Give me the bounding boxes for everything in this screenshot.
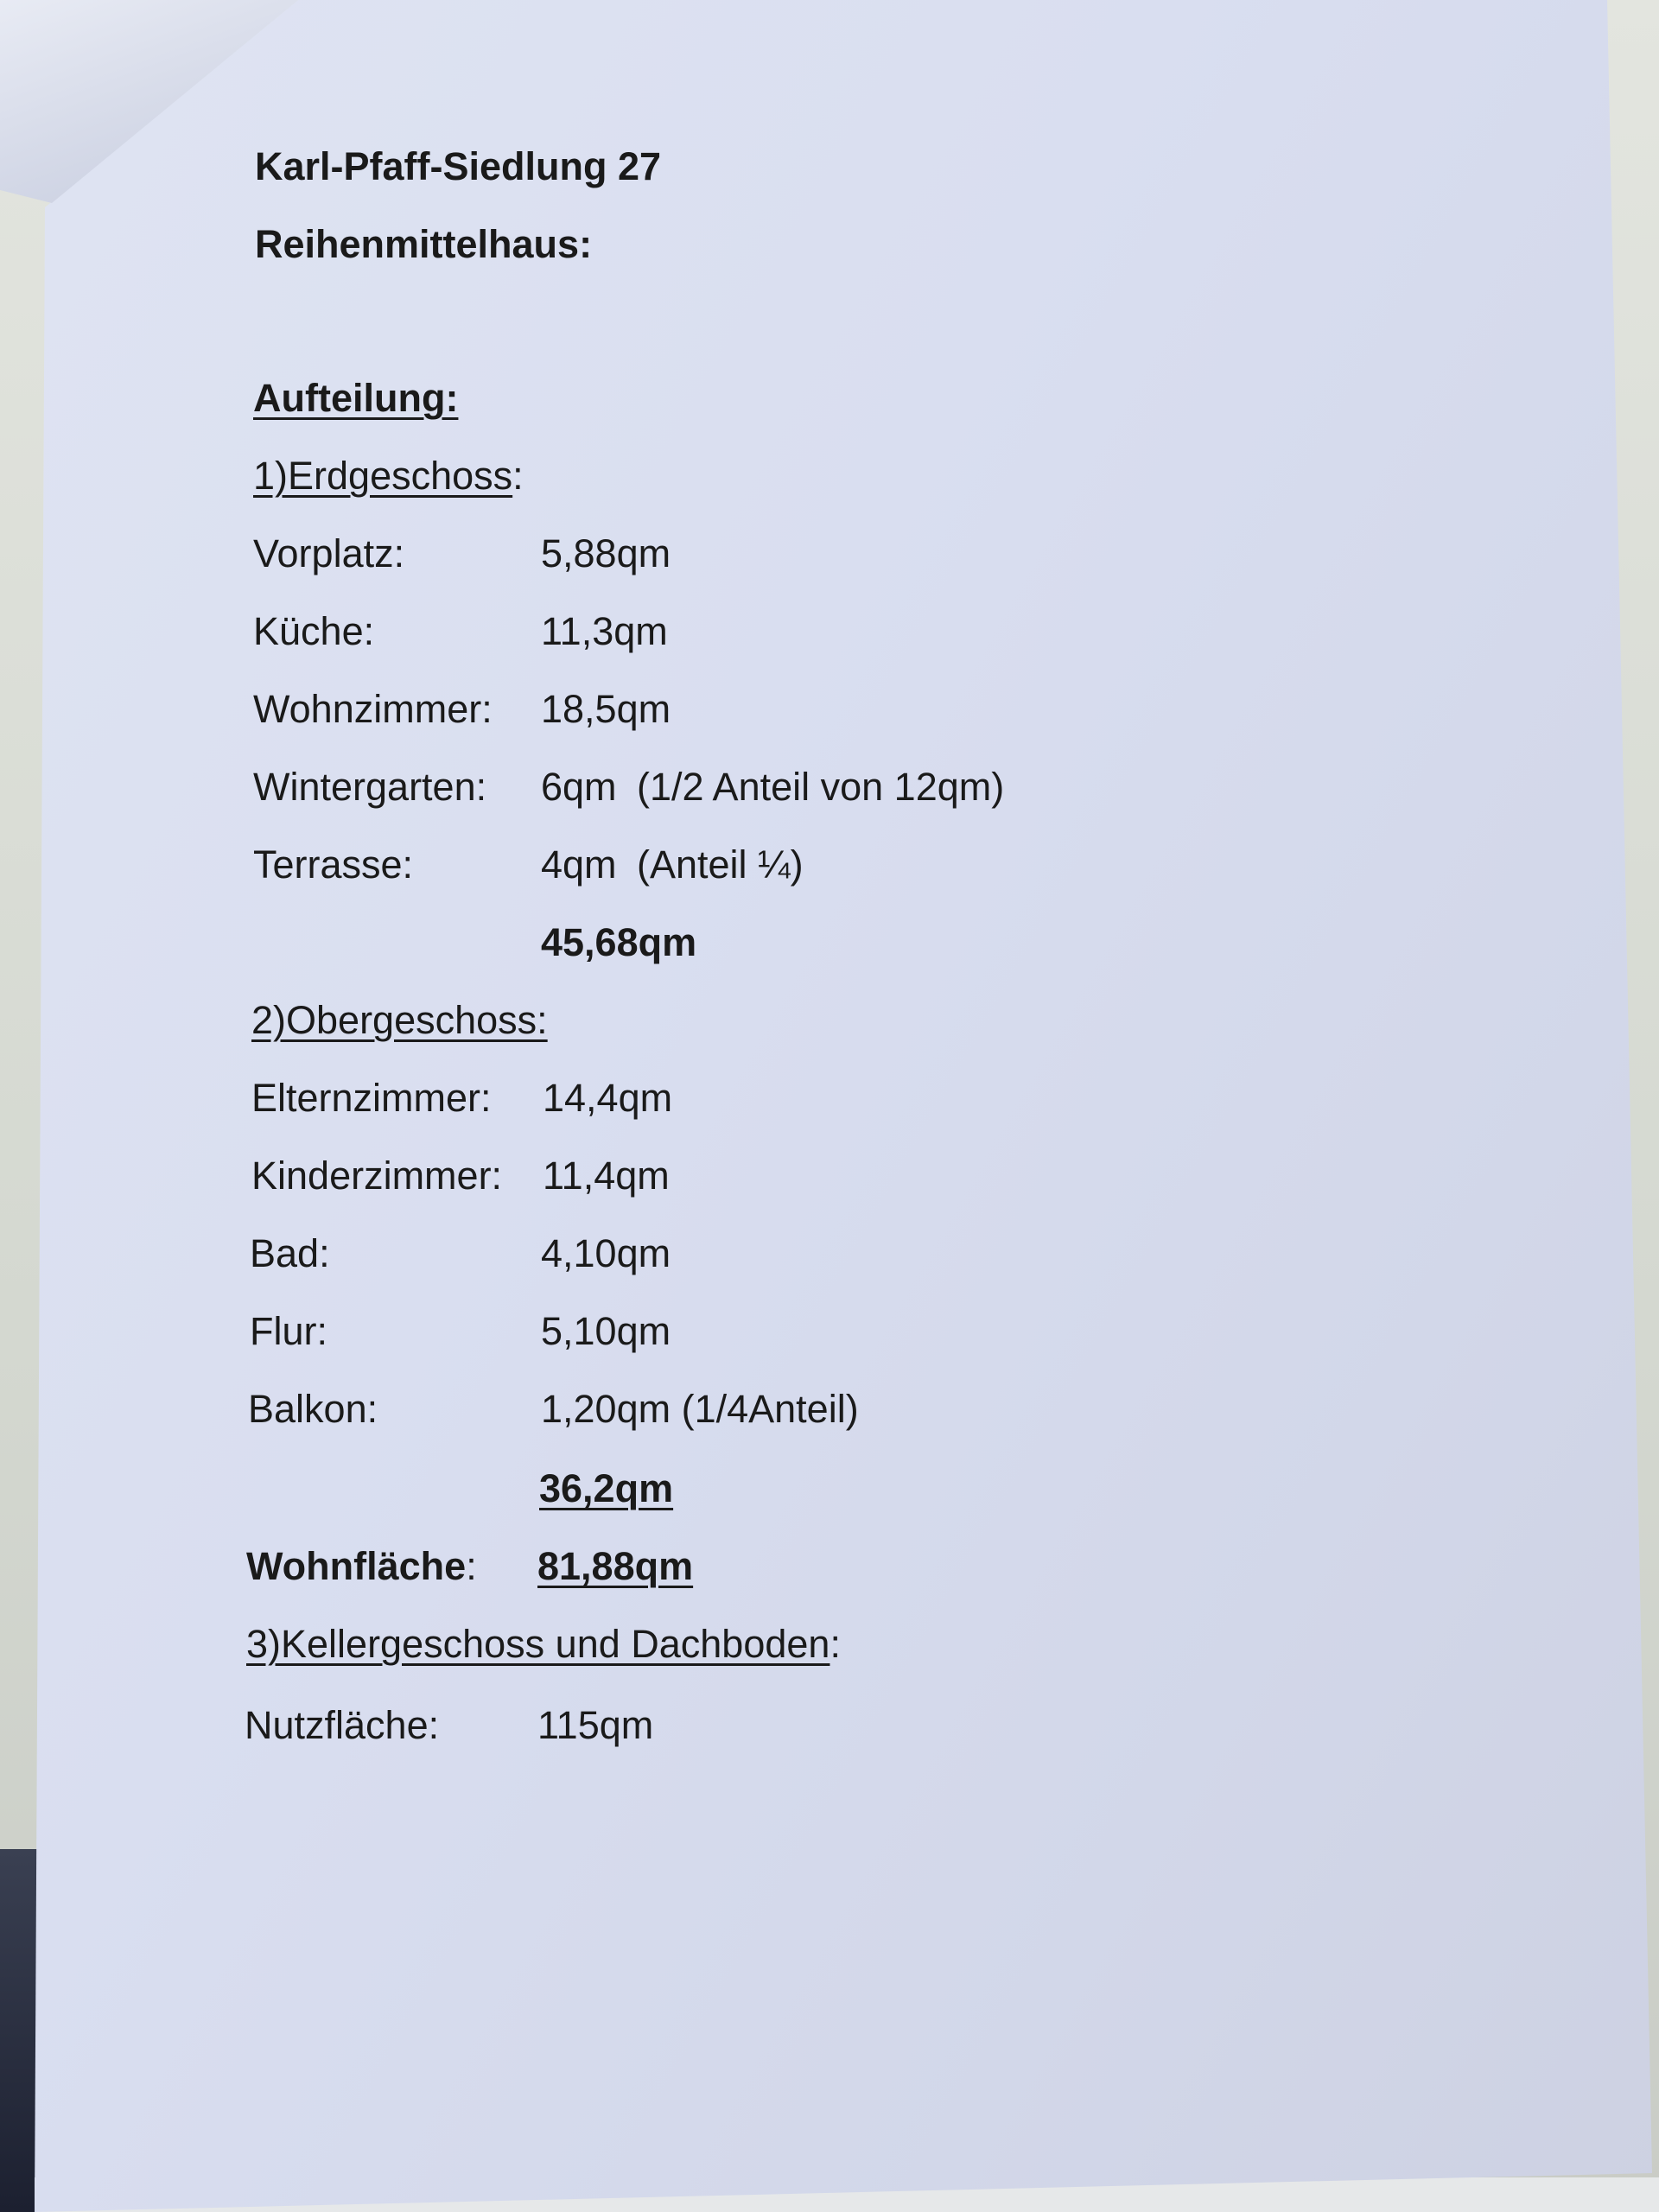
row-value: 18,5qm xyxy=(541,687,671,731)
wohnflaeche-value: 81,88qm xyxy=(537,1544,694,1588)
row-label: Wohnzimmer: xyxy=(253,687,493,731)
kellergeschoss-heading-row xyxy=(246,1621,841,1668)
row-label: Elternzimmer: xyxy=(251,1076,492,1120)
row-label: Küche: xyxy=(253,609,375,653)
row-value: 4qm xyxy=(541,842,617,887)
document-title: Karl-Pfaff-Siedlung 27 xyxy=(255,144,662,188)
row-note: (Anteil ¼) xyxy=(637,842,804,887)
row-label: Bad: xyxy=(250,1231,330,1275)
row-label: Terrasse: xyxy=(253,842,414,887)
kellergeschoss-heading: 3)Kellergeschoss und Dachboden xyxy=(246,1622,830,1666)
erdgeschoss-heading-row xyxy=(253,453,524,499)
erdgeschoss-heading: 1)Erdgeschoss xyxy=(253,454,513,498)
row-value: 11,3qm xyxy=(541,609,668,653)
row-value: 6qm xyxy=(541,765,617,809)
erdgeschoss-total: 45,68qm xyxy=(541,920,697,964)
row-value: 115qm xyxy=(537,1703,654,1747)
row-value: 11,4qm xyxy=(543,1154,670,1198)
row-label: Nutzfläche: xyxy=(245,1703,440,1747)
wohnflaeche-label: Wohnfläche xyxy=(246,1544,467,1588)
row-value: 5,10qm xyxy=(541,1309,671,1353)
row-label: Kinderzimmer: xyxy=(251,1154,503,1198)
obergeschoss-total: 36,2qm xyxy=(539,1466,674,1510)
row-note: (1/2 Anteil von 12qm) xyxy=(637,765,1005,809)
section-heading: Aufteilung: xyxy=(253,376,459,420)
obergeschoss-heading: 2)Obergeschoss: xyxy=(251,998,548,1042)
row-value: 4,10qm xyxy=(541,1231,671,1275)
row-label: Wintergarten: xyxy=(253,765,487,809)
row-value: 14,4qm xyxy=(543,1076,673,1120)
erdgeschoss-heading-colon: : xyxy=(512,454,524,498)
row-value: 5,88qm xyxy=(541,531,671,575)
wohnflaeche-colon: : xyxy=(466,1544,477,1588)
document-subtitle: Reihenmittelhaus: xyxy=(255,222,593,266)
row-label: Vorplatz: xyxy=(253,531,405,575)
row-label: Flur: xyxy=(250,1309,327,1353)
kellergeschoss-heading-colon: : xyxy=(830,1622,841,1666)
row-label: Balkon: xyxy=(248,1387,378,1431)
row-value: 1,20qm (1/4Anteil) xyxy=(541,1387,859,1431)
wohnflaeche-label-row xyxy=(246,1543,477,1590)
